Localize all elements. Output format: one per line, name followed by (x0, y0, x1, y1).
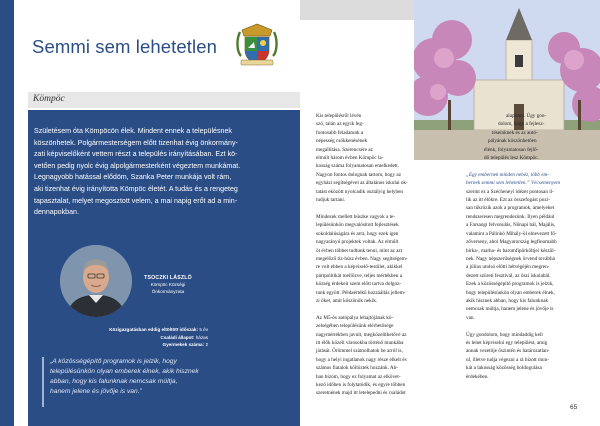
text-line: akik hisznek abban, hogy kis falunknak (466, 297, 549, 304)
section-band (28, 92, 300, 108)
text-line: Az M5-ös autópálya lehajtójának kö- (316, 314, 394, 321)
person-name: TSOCZKI LÁSZLÓ (144, 275, 192, 281)
text-line: megállítása. Szerencsére az (316, 146, 373, 153)
text-line: nagyarányú projektek voltak. Az elmúlt (316, 239, 399, 246)
intro-line: köszönhetek. Polgármesterségem előtt tizenhat évig önkormány- (34, 138, 238, 147)
text-line: egyházi segítségével az általános iskolai ok- (316, 180, 408, 187)
text-line: elmúlt három évben Kömpöc la- (316, 155, 384, 162)
text-line: öt évben többet tudtunk tenni, mint az azt (316, 247, 403, 254)
wrap-block (466, 112, 574, 162)
stat-label: Családi állapot: (160, 334, 195, 340)
intro-line: Születésem óta Kömpöcön élek. Mindent ennek a településnek (34, 127, 232, 135)
text-line: nagymértékben javult, megközelíthetővé az (316, 331, 407, 338)
text-line: fontosabb feladatunk a (316, 129, 364, 136)
text-line: dolom, hogy a fejlesz- (498, 121, 545, 128)
stat-label: Gyermekek száma: (162, 342, 205, 347)
text-line: pártpolitikát mellőzve, teljes mértékben a (316, 272, 402, 279)
intro-line: Legnagyobb hatással elődöm, Szanka Peter munkája volt rám, (34, 173, 232, 182)
text-line: és lehet képviselni egy települést, amíg (466, 339, 548, 346)
coat-of-arms-icon (236, 22, 278, 68)
article-column-middle (316, 112, 426, 398)
text-line: nemcsak múltja, hanem jelene és jövője is (466, 306, 554, 313)
text-line: pályának köszönhetően (488, 138, 537, 145)
text-line: megelőző tíz-húsz évben. Nagy segítségem- (316, 255, 408, 262)
text-line (316, 305, 426, 313)
text-line: község érdekeit szem előtt tartva dolgoz- (316, 281, 402, 288)
text-line: lik az itt élőkre. Ezt az összefogást pozi- (466, 197, 550, 204)
intro-text (34, 126, 292, 219)
text-line: téseinknek és az autó- (492, 129, 538, 136)
text-line: itt élők közeli városokba történő munkába (316, 339, 404, 346)
stat-row (96, 334, 208, 342)
text-line: valamint a Pálinkó Mihály-öl elnevezett fő- (466, 230, 557, 237)
stat-label: Közigazgatásban eddig eltöltött időszak: (109, 327, 199, 332)
text-line: rendszeresen megrendezünk. Ilyen például (466, 213, 555, 220)
text-line: Ezek a közösségépítő programok is jelzik, (466, 281, 554, 288)
intro-line: vetően pedig nyolc évig alpolgármesterként végeztem munkámat. (34, 161, 241, 170)
person-role: Kömpöc Községi (150, 282, 186, 287)
intro-line: tapasztalat, melyet megosztott velem, a mai napig erőt ad a min- (34, 196, 238, 205)
quote-rule (42, 357, 44, 407)
text-line: kosság száma folyamatosan emelkedett. (316, 163, 399, 170)
left-color-strip (0, 0, 14, 426)
stat-value: 2 (205, 342, 208, 347)
quote-line: abban, hogy kis falunknak nemcsak múltja, (50, 377, 178, 385)
text-line: érdekében. (466, 373, 489, 380)
text-line: ban bízom, hogy ez folyamat az elkövet- (316, 373, 401, 380)
text-line: Mindezek mellett büszke vagyok a te- (316, 213, 396, 220)
text-line: zőverseny, ahol Magyarország legfinomabb (466, 239, 557, 246)
text-line: szerint ez a Szécheneyi idézet pontosan il- (466, 188, 554, 195)
text-line: Nagyon fontos dolognak tartom, hogy az (316, 171, 402, 178)
text-line: san tükrözik azok a programok, amelyeket (466, 205, 555, 212)
section-label: Kömpöc (33, 94, 65, 104)
mayor-portrait (60, 245, 132, 317)
intro-line: aki tizenhat évig irányította Kömpöc életét. A tudás és a rengeteg (34, 184, 238, 193)
text-line: a július utolsó előtti hétvégéjén megren- (466, 264, 550, 271)
text-line: tatást eközött nyolcadik osztályig helyben (316, 188, 404, 195)
text-line: Kis településről lévén (316, 113, 362, 119)
stat-row (96, 341, 208, 349)
text-line: dő település lesz Kömpöc. (484, 155, 539, 162)
quote-text (50, 357, 220, 397)
text-line: Úgy gondolom, hogy mindaddig kell (466, 331, 543, 338)
text-line: tunk együtt. Példaértékű hozzáállás jellem- (316, 289, 406, 296)
text-line: kát a lakosság közösség boldogulása (466, 365, 542, 372)
text-line: tudjuk tartani. (316, 197, 346, 204)
person-caption (140, 275, 196, 295)
text-line: szeretnének majd itt letelepedni és családot (316, 390, 406, 397)
text-line: járását. Örömmel számolhatok be arról is, (316, 348, 403, 355)
text-line (466, 322, 574, 330)
text-line: dezett szüreti fesztivál, az őszi iskolabál. (466, 272, 551, 279)
text-line: hogy településünkön olyan emberek élnek, (466, 289, 555, 296)
text-line: a Farsangi felvonulás, Nőnapi bál, Majális, (466, 222, 556, 229)
text-line: kező időben is folytatódik, és egyre többen (316, 382, 406, 388)
text-line: népesség csökkenésének (316, 138, 368, 145)
text-line: ul, illetve tudja végezni a rá bízott mun- (466, 356, 549, 363)
text-line: „Egy embernek minden nehéz, több em- (466, 171, 549, 178)
text-line: alapítani. Úgy gon- (506, 113, 547, 119)
page-headline: Semmi sem lehetetlen (32, 36, 218, 57)
intro-line: dennapokban. (34, 208, 79, 217)
quote-line: hanem jelene és jövője is van.” (50, 387, 142, 395)
quote-line: településünkön olyan emberek élnek, akik hisznek (50, 367, 199, 375)
text-line: zelségében településünk elérhetősége (316, 323, 394, 330)
text-line (316, 204, 426, 212)
text-line: nek. Nagy népszerűségnek örvend továbbá (466, 255, 555, 262)
text-line: birka-, marha- és baromfipörköltjei készül- (466, 247, 556, 254)
text-line: lepülésünkön megvalósított fejlesztések (316, 222, 399, 229)
text-line: van. (466, 314, 475, 321)
text-line: zi őket, amit köszönök nekik. (316, 297, 378, 304)
text-line: számos fiatalok költöztek hozzánk. Ab- (316, 365, 398, 372)
stats-block (96, 326, 208, 349)
text-line: szó, talán az egyik leg- (316, 121, 364, 128)
text-line: sokoldalúságára és arra, hogy ezek igen (316, 230, 399, 237)
person-role: Önkormányzata (151, 289, 185, 294)
text-line: bernek semmi sem lehetetlen.” Vécsemenyem (466, 180, 561, 187)
text-line: hogy a helyi ingatlanok nagy része elkelt és (316, 356, 407, 363)
intro-line: zati képviselőként vettem részt a település irányításában. Ezt kö- (34, 150, 238, 159)
pull-quote (42, 357, 200, 409)
stat-value: 5 év (199, 327, 208, 332)
spacer (466, 162, 574, 170)
quote-line: „A közösségépítő programok is jelzik, hogy (50, 358, 177, 365)
text-line: élénk, folyamatosan fejlő- (484, 146, 539, 153)
text-line: re volt ebben a képviselő-testület, akikkel (316, 264, 403, 271)
article-column-right (466, 112, 574, 381)
text-line: annak vezetője őszintén és határozatlan- (466, 348, 550, 355)
stat-row (96, 326, 208, 334)
page-number: 65 (570, 404, 578, 411)
stat-value: házas (195, 334, 208, 340)
